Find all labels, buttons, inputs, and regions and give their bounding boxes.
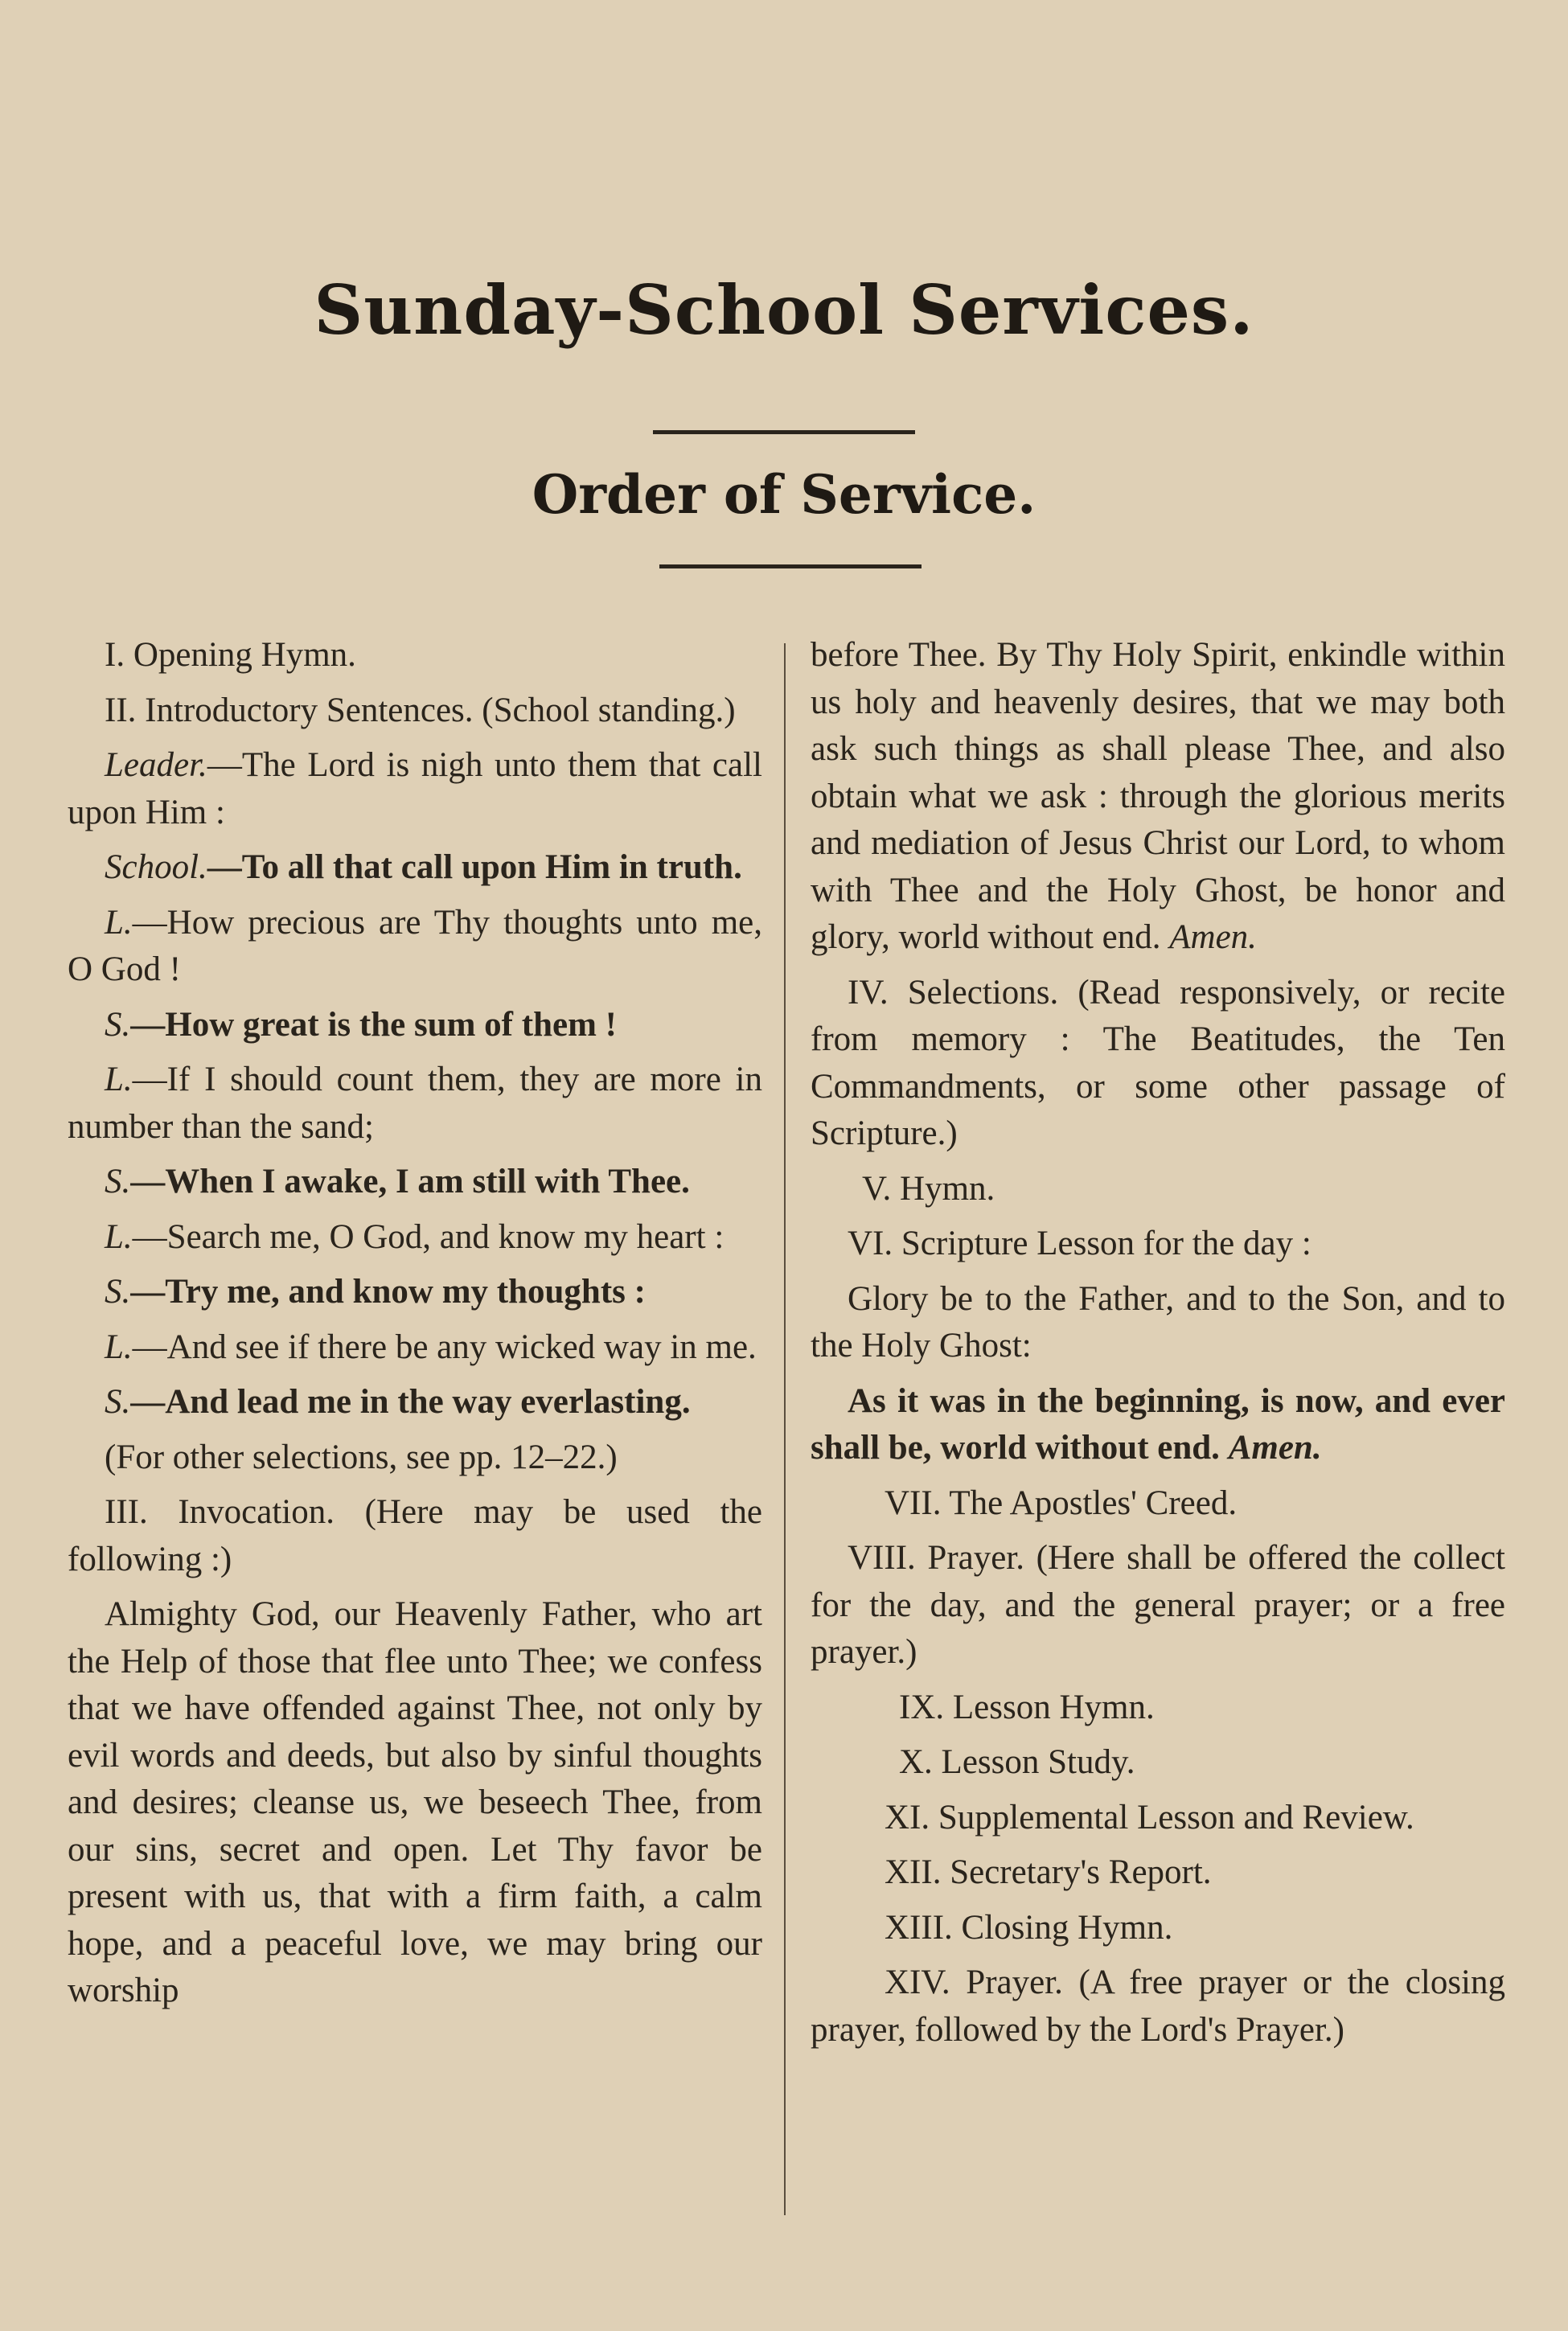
paragraph-text: III. Invocation. (Here may be used the following :) (68, 1493, 762, 1578)
paragraph-text: —Try me, and know my thoughts : (130, 1273, 646, 1311)
speaker-label: School. (105, 848, 207, 886)
paragraph-text: —And lead me in the way everlasting. (130, 1383, 691, 1421)
paragraph (68, 844, 762, 892)
paragraph-text: VI. Scripture Lesson for the day : (848, 1225, 1311, 1262)
paragraph-text: VIII. Prayer. (Here shall be offered the collect for the day, and the general prayer; or a free prayer.) (811, 1539, 1505, 1671)
paragraph (811, 1221, 1505, 1268)
paragraph (68, 1591, 762, 2015)
paragraph (68, 1324, 762, 1372)
paragraph-text: —To all that call upon Him in truth. (207, 848, 742, 886)
paragraph (68, 687, 762, 735)
paragraph-text: II. Introductory Sentences. (School standing.) (105, 691, 736, 729)
amen-text: Amen. (1169, 918, 1257, 956)
speaker-label: L. (105, 1217, 133, 1256)
paragraph-text: —How great is the sum of them ! (130, 1005, 617, 1044)
page-title: Sunday-School Services. (314, 270, 1254, 350)
paragraph-text: —How precious are Thy thoughts unto me, O God ! (68, 903, 762, 988)
speaker-label: S. (105, 1163, 131, 1200)
paragraph (811, 1378, 1505, 1472)
paragraph (68, 1159, 762, 1206)
speaker-label: L. (105, 1328, 133, 1366)
paragraph (68, 1489, 762, 1583)
paragraph (811, 970, 1505, 1158)
paragraph (68, 632, 762, 679)
paragraph (68, 1057, 762, 1151)
paragraph-text: (For other selections, see pp. 12–22.) (105, 1438, 618, 1476)
title-rule (653, 430, 915, 434)
left-column (68, 632, 762, 2023)
paragraph-text: —And see if there be any wicked way in me. (132, 1328, 757, 1366)
paragraph-text: I. Opening Hymn. (105, 636, 356, 674)
paragraph (811, 1535, 1505, 1676)
paragraph (811, 1739, 1505, 1787)
column-divider (784, 643, 786, 2215)
paragraph-text: —If I should count them, they are more in number than the sand; (68, 1061, 762, 1146)
paragraph-text: V. Hymn. (862, 1169, 995, 1208)
paragraph (68, 1434, 762, 1482)
speaker-label: S. (105, 1383, 131, 1421)
paragraph (811, 1795, 1505, 1842)
paragraph-text: IV. Selections. (Read responsively, or recite from memory : The Beatitudes, the Ten Commandments, or some other passage of Scripture.) (811, 973, 1505, 1152)
speaker-label: S. (105, 1273, 131, 1311)
paragraph-text: XII. Secretary's Report. (885, 1853, 1212, 1891)
paragraph-text: Almighty God, our Heavenly Father, who art the Help of those that flee unto Thee; we confess that we have offended against Thee, not only by evil words and deeds, but also by sinful thoughts and desires; cleanse us, we beseech Thee, from our sins, secret and open. Let Thy favor be present with us, that with a firm faith, a calm hope, and a peaceful love, we may bring our worship (68, 1595, 762, 2009)
paragraph-text: —When I awake, I am still with Thee. (130, 1163, 690, 1200)
paragraph (811, 632, 1505, 962)
paragraph-text: —The Lord is nigh unto them that call upon Him : (68, 746, 762, 831)
speaker-label: L. (105, 1061, 133, 1098)
paragraph-text: Glory be to the Father, and to the Son, and to the Holy Ghost: (811, 1279, 1505, 1365)
paragraph (811, 1960, 1505, 2054)
paragraph-text: IX. Lesson Hymn. (899, 1688, 1155, 1726)
amen-text: Amen. (1228, 1429, 1322, 1467)
paragraph-text: As it was in the beginning, is now, and ever shall be, world without end. (811, 1381, 1505, 1467)
paragraph-text: before Thee. By Thy Holy Spirit, enkindle within us holy and heavenly desires, that we may both ask such things as shall please Thee, and also obtain what we ask : through the glorious merits and mediation of Jesus Christ our Lord, to whom with Thee and the Holy Ghost, be honor and glory, world without end. (811, 636, 1505, 956)
paragraph (68, 1214, 762, 1262)
paragraph (811, 1905, 1505, 1952)
paragraph (811, 1480, 1505, 1528)
paragraph (811, 1849, 1505, 1897)
paragraph (68, 1002, 762, 1049)
speaker-label: S. (105, 1005, 131, 1044)
paragraph (68, 1269, 762, 1316)
subtitle-rule (659, 564, 922, 568)
speaker-label: L. (105, 903, 133, 942)
right-column (811, 632, 1505, 2062)
paragraph-text: XI. Supplemental Lesson and Review. (885, 1798, 1414, 1836)
paragraph-text: VII. The Apostles' Creed. (885, 1484, 1238, 1522)
section-subtitle: Order of Service. (532, 463, 1036, 526)
paragraph (68, 742, 762, 836)
paragraph (68, 900, 762, 994)
paragraph (811, 1685, 1505, 1732)
paragraph-text: X. Lesson Study. (899, 1743, 1135, 1781)
speaker-label: Leader. (105, 746, 207, 784)
paragraph-text: —Search me, O God, and know my heart : (132, 1217, 724, 1256)
paragraph-text: XIV. Prayer. (A free prayer or the closing prayer, followed by the Lord's Prayer.) (811, 1964, 1505, 2049)
paragraph (811, 1276, 1505, 1370)
paragraph-text: XIII. Closing Hymn. (885, 1908, 1173, 1947)
paragraph (68, 1379, 762, 1426)
paragraph (811, 1166, 1505, 1213)
